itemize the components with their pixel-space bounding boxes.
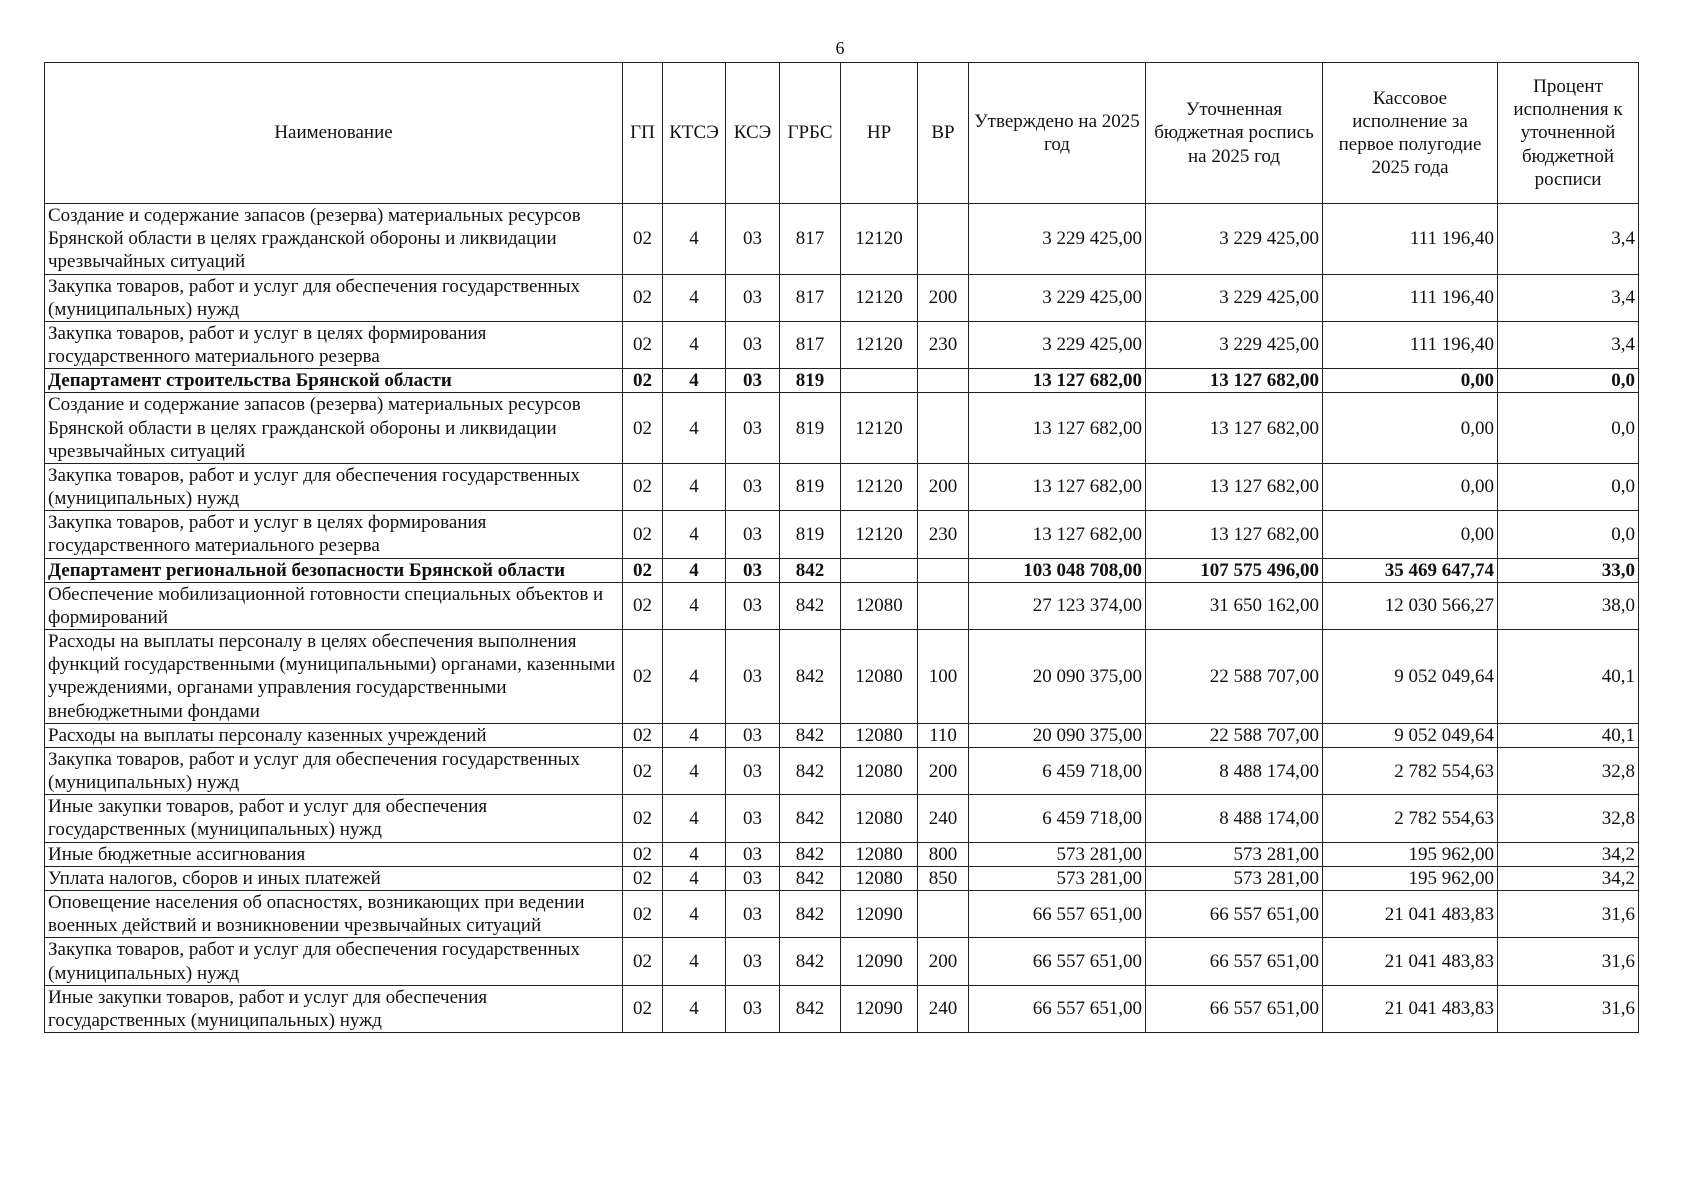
cell-ktse: 4 bbox=[663, 938, 726, 985]
cell-percent: 31,6 bbox=[1498, 890, 1639, 937]
cell-vr: 200 bbox=[918, 463, 969, 510]
cell-ktse: 4 bbox=[663, 582, 726, 629]
cell-kse: 03 bbox=[726, 204, 780, 275]
cell-ktse: 4 bbox=[663, 204, 726, 275]
cell-vr bbox=[918, 890, 969, 937]
cell-approved: 3 229 425,00 bbox=[969, 274, 1146, 321]
cell-vr bbox=[918, 204, 969, 275]
cell-gp: 02 bbox=[623, 393, 663, 464]
cell-cash: 35 469 647,74 bbox=[1323, 558, 1498, 582]
cell-kse: 03 bbox=[726, 842, 780, 866]
cell-gp: 02 bbox=[623, 866, 663, 890]
cell-name: Создание и содержание запасов (резерва) материальных ресурсов Брянской области в целях гражданской обороны и ликвидации чрезвычайных ситуаций bbox=[45, 204, 623, 275]
cell-refined: 66 557 651,00 bbox=[1146, 985, 1323, 1032]
cell-percent: 34,2 bbox=[1498, 842, 1639, 866]
cell-gp: 02 bbox=[623, 463, 663, 510]
cell-vr: 200 bbox=[918, 747, 969, 794]
cell-vr: 240 bbox=[918, 795, 969, 842]
cell-nr bbox=[841, 558, 918, 582]
cell-refined: 8 488 174,00 bbox=[1146, 747, 1323, 794]
cell-approved: 13 127 682,00 bbox=[969, 393, 1146, 464]
cell-cash: 9 052 049,64 bbox=[1323, 630, 1498, 724]
header-ktse: КТСЭ bbox=[663, 63, 726, 204]
cell-kse: 03 bbox=[726, 511, 780, 558]
cell-kse: 03 bbox=[726, 723, 780, 747]
header-nr: НР bbox=[841, 63, 918, 204]
cell-grbs: 842 bbox=[780, 938, 841, 985]
table-row-department bbox=[45, 558, 1639, 582]
cell-refined: 107 575 496,00 bbox=[1146, 558, 1323, 582]
cell-ktse: 4 bbox=[663, 985, 726, 1032]
cell-grbs: 842 bbox=[780, 723, 841, 747]
cell-kse: 03 bbox=[726, 274, 780, 321]
cell-gp: 02 bbox=[623, 321, 663, 368]
cell-refined: 22 588 707,00 bbox=[1146, 723, 1323, 747]
cell-ktse: 4 bbox=[663, 630, 726, 724]
cell-nr: 12120 bbox=[841, 204, 918, 275]
cell-grbs: 842 bbox=[780, 890, 841, 937]
cell-percent: 34,2 bbox=[1498, 866, 1639, 890]
cell-kse: 03 bbox=[726, 321, 780, 368]
header-kse: КСЭ bbox=[726, 63, 780, 204]
cell-percent: 40,1 bbox=[1498, 630, 1639, 724]
cell-refined: 13 127 682,00 bbox=[1146, 393, 1323, 464]
cell-gp: 02 bbox=[623, 795, 663, 842]
cell-vr: 200 bbox=[918, 274, 969, 321]
cell-refined: 13 127 682,00 bbox=[1146, 511, 1323, 558]
cell-approved: 3 229 425,00 bbox=[969, 204, 1146, 275]
cell-approved: 103 048 708,00 bbox=[969, 558, 1146, 582]
cell-refined: 3 229 425,00 bbox=[1146, 321, 1323, 368]
cell-grbs: 819 bbox=[780, 393, 841, 464]
cell-cash: 111 196,40 bbox=[1323, 321, 1498, 368]
cell-kse: 03 bbox=[726, 985, 780, 1032]
cell-name: Уплата налогов, сборов и иных платежей bbox=[45, 866, 623, 890]
cell-approved: 3 229 425,00 bbox=[969, 321, 1146, 368]
cell-nr: 12080 bbox=[841, 842, 918, 866]
cell-cash: 21 041 483,83 bbox=[1323, 890, 1498, 937]
cell-approved: 573 281,00 bbox=[969, 866, 1146, 890]
cell-refined: 13 127 682,00 bbox=[1146, 463, 1323, 510]
cell-nr: 12080 bbox=[841, 747, 918, 794]
cell-ktse: 4 bbox=[663, 723, 726, 747]
cell-percent: 0,0 bbox=[1498, 463, 1639, 510]
cell-name: Расходы на выплаты персоналу казенных учреждений bbox=[45, 723, 623, 747]
cell-name: Иные закупки товаров, работ и услуг для обеспечения государственных (муниципальных) нужд bbox=[45, 985, 623, 1032]
cell-grbs: 817 bbox=[780, 321, 841, 368]
table-body bbox=[45, 204, 1639, 1033]
cell-nr: 12080 bbox=[841, 723, 918, 747]
cell-refined: 3 229 425,00 bbox=[1146, 274, 1323, 321]
table-row bbox=[45, 890, 1639, 937]
cell-approved: 66 557 651,00 bbox=[969, 938, 1146, 985]
cell-ktse: 4 bbox=[663, 274, 726, 321]
cell-percent: 0,0 bbox=[1498, 393, 1639, 464]
cell-nr: 12090 bbox=[841, 938, 918, 985]
cell-grbs: 842 bbox=[780, 985, 841, 1032]
cell-grbs: 842 bbox=[780, 866, 841, 890]
cell-cash: 21 041 483,83 bbox=[1323, 985, 1498, 1032]
cell-kse: 03 bbox=[726, 938, 780, 985]
cell-name: Закупка товаров, работ и услуг в целях формирования государственного материального резерва bbox=[45, 511, 623, 558]
cell-gp: 02 bbox=[623, 890, 663, 937]
cell-gp: 02 bbox=[623, 985, 663, 1032]
cell-cash: 12 030 566,27 bbox=[1323, 582, 1498, 629]
cell-approved: 66 557 651,00 bbox=[969, 890, 1146, 937]
cell-nr: 12120 bbox=[841, 393, 918, 464]
cell-name: Иные бюджетные ассигнования bbox=[45, 842, 623, 866]
cell-vr: 850 bbox=[918, 866, 969, 890]
cell-nr: 12080 bbox=[841, 630, 918, 724]
header-grbs: ГРБС bbox=[780, 63, 841, 204]
cell-nr: 12080 bbox=[841, 582, 918, 629]
cell-cash: 0,00 bbox=[1323, 511, 1498, 558]
cell-cash: 195 962,00 bbox=[1323, 866, 1498, 890]
cell-ktse: 4 bbox=[663, 511, 726, 558]
budget-table bbox=[44, 62, 1639, 1033]
cell-gp: 02 bbox=[623, 747, 663, 794]
cell-name: Создание и содержание запасов (резерва) материальных ресурсов Брянской области в целях гражданской обороны и ликвидации чрезвычайных ситуаций bbox=[45, 393, 623, 464]
cell-grbs: 842 bbox=[780, 558, 841, 582]
cell-name: Закупка товаров, работ и услуг в целях формирования государственного материального резерва bbox=[45, 321, 623, 368]
cell-name: Иные закупки товаров, работ и услуг для обеспечения государственных (муниципальных) нужд bbox=[45, 795, 623, 842]
cell-grbs: 819 bbox=[780, 511, 841, 558]
cell-percent: 31,6 bbox=[1498, 985, 1639, 1032]
cell-nr: 12090 bbox=[841, 985, 918, 1032]
table-row bbox=[45, 511, 1639, 558]
cell-nr bbox=[841, 369, 918, 393]
cell-ktse: 4 bbox=[663, 842, 726, 866]
cell-vr: 230 bbox=[918, 321, 969, 368]
cell-cash: 2 782 554,63 bbox=[1323, 747, 1498, 794]
header-approved: Утверждено на 2025 год bbox=[969, 63, 1146, 204]
cell-refined: 573 281,00 bbox=[1146, 842, 1323, 866]
table-row bbox=[45, 463, 1639, 510]
cell-percent: 3,4 bbox=[1498, 204, 1639, 275]
cell-cash: 21 041 483,83 bbox=[1323, 938, 1498, 985]
cell-grbs: 842 bbox=[780, 795, 841, 842]
cell-refined: 31 650 162,00 bbox=[1146, 582, 1323, 629]
header-refined: Уточненная бюджетная роспись на 2025 год bbox=[1146, 63, 1323, 204]
cell-vr: 240 bbox=[918, 985, 969, 1032]
cell-refined: 66 557 651,00 bbox=[1146, 938, 1323, 985]
cell-percent: 3,4 bbox=[1498, 274, 1639, 321]
cell-kse: 03 bbox=[726, 463, 780, 510]
cell-nr: 12120 bbox=[841, 511, 918, 558]
cell-ktse: 4 bbox=[663, 558, 726, 582]
cell-gp: 02 bbox=[623, 274, 663, 321]
cell-percent: 32,8 bbox=[1498, 747, 1639, 794]
cell-percent: 31,6 bbox=[1498, 938, 1639, 985]
cell-cash: 2 782 554,63 bbox=[1323, 795, 1498, 842]
cell-cash: 195 962,00 bbox=[1323, 842, 1498, 866]
table-row bbox=[45, 747, 1639, 794]
cell-refined: 3 229 425,00 bbox=[1146, 204, 1323, 275]
cell-grbs: 842 bbox=[780, 582, 841, 629]
table-row bbox=[45, 393, 1639, 464]
cell-kse: 03 bbox=[726, 369, 780, 393]
cell-nr: 12090 bbox=[841, 890, 918, 937]
cell-percent: 3,4 bbox=[1498, 321, 1639, 368]
table-row bbox=[45, 985, 1639, 1032]
cell-percent: 0,0 bbox=[1498, 511, 1639, 558]
cell-approved: 13 127 682,00 bbox=[969, 511, 1146, 558]
cell-gp: 02 bbox=[623, 204, 663, 275]
cell-grbs: 817 bbox=[780, 204, 841, 275]
cell-cash: 0,00 bbox=[1323, 393, 1498, 464]
header-percent: Процент исполнения к уточненной бюджетной росписи bbox=[1498, 63, 1639, 204]
cell-grbs: 817 bbox=[780, 274, 841, 321]
cell-cash: 111 196,40 bbox=[1323, 274, 1498, 321]
cell-refined: 573 281,00 bbox=[1146, 866, 1323, 890]
cell-gp: 02 bbox=[623, 369, 663, 393]
cell-vr: 200 bbox=[918, 938, 969, 985]
cell-cash: 111 196,40 bbox=[1323, 204, 1498, 275]
page-number: 6 bbox=[835, 38, 845, 58]
cell-name: Закупка товаров, работ и услуг для обеспечения государственных (муниципальных) нужд bbox=[45, 274, 623, 321]
cell-grbs: 819 bbox=[780, 463, 841, 510]
cell-cash: 0,00 bbox=[1323, 369, 1498, 393]
cell-percent: 0,0 bbox=[1498, 369, 1639, 393]
cell-vr bbox=[918, 582, 969, 629]
cell-vr bbox=[918, 369, 969, 393]
cell-approved: 13 127 682,00 bbox=[969, 463, 1146, 510]
cell-gp: 02 bbox=[623, 582, 663, 629]
cell-approved: 66 557 651,00 bbox=[969, 985, 1146, 1032]
cell-vr: 110 bbox=[918, 723, 969, 747]
cell-name: Закупка товаров, работ и услуг для обеспечения государственных (муниципальных) нужд bbox=[45, 463, 623, 510]
table-row bbox=[45, 842, 1639, 866]
cell-approved: 20 090 375,00 bbox=[969, 723, 1146, 747]
table-row bbox=[45, 795, 1639, 842]
cell-approved: 6 459 718,00 bbox=[969, 795, 1146, 842]
cell-vr: 800 bbox=[918, 842, 969, 866]
cell-grbs: 819 bbox=[780, 369, 841, 393]
cell-ktse: 4 bbox=[663, 463, 726, 510]
cell-approved: 6 459 718,00 bbox=[969, 747, 1146, 794]
cell-ktse: 4 bbox=[663, 369, 726, 393]
cell-percent: 33,0 bbox=[1498, 558, 1639, 582]
cell-name: Департамент региональной безопасности Брянской области bbox=[45, 558, 623, 582]
cell-gp: 02 bbox=[623, 938, 663, 985]
cell-approved: 13 127 682,00 bbox=[969, 369, 1146, 393]
cell-ktse: 4 bbox=[663, 393, 726, 464]
cell-refined: 8 488 174,00 bbox=[1146, 795, 1323, 842]
table-row-department bbox=[45, 369, 1639, 393]
cell-nr: 12080 bbox=[841, 866, 918, 890]
cell-percent: 40,1 bbox=[1498, 723, 1639, 747]
cell-kse: 03 bbox=[726, 747, 780, 794]
cell-vr: 100 bbox=[918, 630, 969, 724]
cell-percent: 32,8 bbox=[1498, 795, 1639, 842]
cell-gp: 02 bbox=[623, 511, 663, 558]
table-row bbox=[45, 866, 1639, 890]
table-row bbox=[45, 274, 1639, 321]
cell-percent: 38,0 bbox=[1498, 582, 1639, 629]
cell-refined: 66 557 651,00 bbox=[1146, 890, 1323, 937]
cell-approved: 20 090 375,00 bbox=[969, 630, 1146, 724]
cell-kse: 03 bbox=[726, 558, 780, 582]
cell-kse: 03 bbox=[726, 630, 780, 724]
cell-nr: 12120 bbox=[841, 321, 918, 368]
cell-refined: 22 588 707,00 bbox=[1146, 630, 1323, 724]
cell-nr: 12080 bbox=[841, 795, 918, 842]
cell-nr: 12120 bbox=[841, 463, 918, 510]
cell-ktse: 4 bbox=[663, 866, 726, 890]
cell-name: Закупка товаров, работ и услуг для обеспечения государственных (муниципальных) нужд bbox=[45, 747, 623, 794]
cell-name: Расходы на выплаты персоналу в целях обеспечения выполнения функций государственными (муниципальными) органами, казенными учреждениями, органами управления государственными внебюджетными фондами bbox=[45, 630, 623, 724]
cell-cash: 0,00 bbox=[1323, 463, 1498, 510]
cell-ktse: 4 bbox=[663, 795, 726, 842]
cell-kse: 03 bbox=[726, 393, 780, 464]
cell-grbs: 842 bbox=[780, 630, 841, 724]
table-row bbox=[45, 630, 1639, 724]
cell-nr: 12120 bbox=[841, 274, 918, 321]
cell-vr: 230 bbox=[918, 511, 969, 558]
table-header-row bbox=[45, 63, 1639, 204]
cell-cash: 9 052 049,64 bbox=[1323, 723, 1498, 747]
cell-gp: 02 bbox=[623, 630, 663, 724]
table-row bbox=[45, 938, 1639, 985]
header-vr: ВР bbox=[918, 63, 969, 204]
cell-approved: 27 123 374,00 bbox=[969, 582, 1146, 629]
cell-vr bbox=[918, 393, 969, 464]
cell-name: Департамент строительства Брянской области bbox=[45, 369, 623, 393]
cell-ktse: 4 bbox=[663, 747, 726, 794]
cell-kse: 03 bbox=[726, 866, 780, 890]
table-row bbox=[45, 582, 1639, 629]
cell-name: Обеспечение мобилизационной готовности специальных объектов и формирований bbox=[45, 582, 623, 629]
cell-vr bbox=[918, 558, 969, 582]
header-name: Наименование bbox=[45, 63, 623, 204]
table-row bbox=[45, 204, 1639, 275]
table-row bbox=[45, 723, 1639, 747]
cell-gp: 02 bbox=[623, 842, 663, 866]
cell-grbs: 842 bbox=[780, 842, 841, 866]
table-row bbox=[45, 321, 1639, 368]
cell-kse: 03 bbox=[726, 582, 780, 629]
cell-kse: 03 bbox=[726, 890, 780, 937]
cell-ktse: 4 bbox=[663, 890, 726, 937]
cell-kse: 03 bbox=[726, 795, 780, 842]
cell-ktse: 4 bbox=[663, 321, 726, 368]
cell-grbs: 842 bbox=[780, 747, 841, 794]
cell-gp: 02 bbox=[623, 558, 663, 582]
cell-name: Закупка товаров, работ и услуг для обеспечения государственных (муниципальных) нужд bbox=[45, 938, 623, 985]
header-gp: ГП bbox=[623, 63, 663, 204]
cell-refined: 13 127 682,00 bbox=[1146, 369, 1323, 393]
header-cash: Кассовое исполнение за первое полугодие 2025 года bbox=[1323, 63, 1498, 204]
cell-name: Оповещение населения об опасностях, возникающих при ведении военных действий и возникновении чрезвычайных ситуаций bbox=[45, 890, 623, 937]
cell-gp: 02 bbox=[623, 723, 663, 747]
cell-approved: 573 281,00 bbox=[969, 842, 1146, 866]
